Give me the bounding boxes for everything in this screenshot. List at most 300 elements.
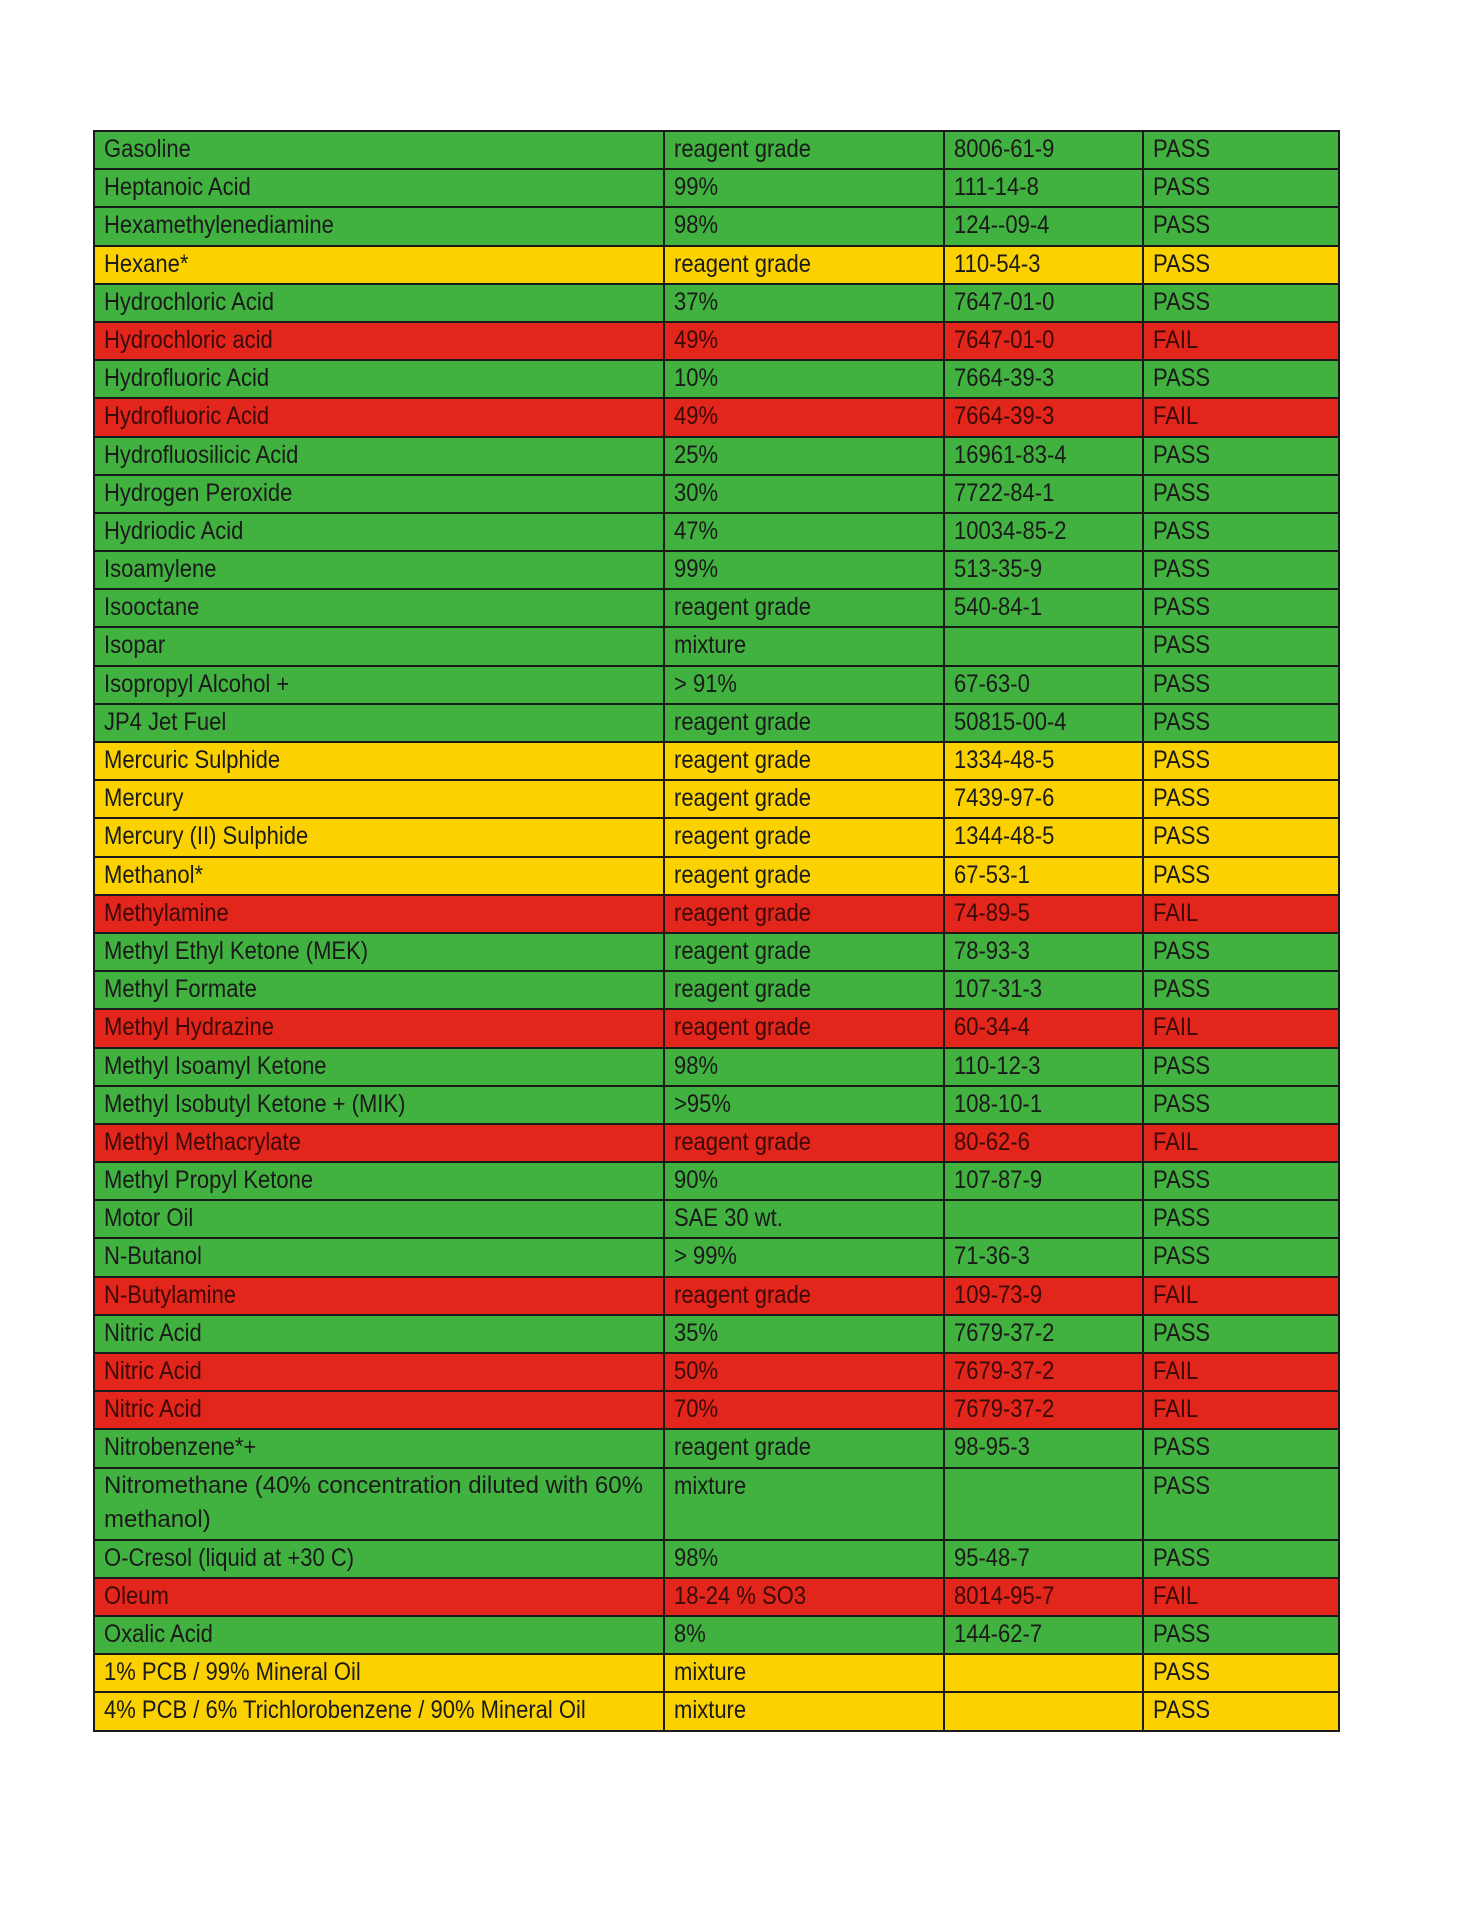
chemical-name-text: JP4 Jet Fuel (104, 707, 227, 736)
result-text: PASS (1153, 1543, 1211, 1572)
concentration-text: reagent grade (674, 822, 812, 851)
result-cell (1143, 246, 1339, 284)
concentration-cell (664, 780, 944, 818)
chemical-name-text: Methyl Hydrazine (104, 1013, 274, 1042)
concentration-text: reagent grade (674, 707, 812, 736)
chemical-name-cell (94, 1692, 664, 1730)
concentration-text: mixture (674, 1471, 747, 1500)
chemical-name-cell (94, 895, 664, 933)
concentration-text: reagent grade (674, 860, 812, 889)
result-cell (1143, 780, 1339, 818)
concentration-cell (664, 475, 944, 513)
concentration-cell (664, 1162, 944, 1200)
cas-number-cell (944, 513, 1143, 551)
chemical-name-text: Hydrochloric Acid (104, 287, 274, 316)
cas-number-cell (944, 1468, 1143, 1540)
concentration-cell (664, 895, 944, 933)
concentration-text: 70% (674, 1395, 719, 1424)
result-cell (1143, 1429, 1339, 1467)
result-text: PASS (1153, 1242, 1211, 1271)
cas-number-text: 7664-39-3 (954, 402, 1055, 431)
result-text: FAIL (1153, 1013, 1199, 1042)
chemical-name-text: Gasoline (104, 135, 191, 163)
chemical-name-text: Motor Oil (104, 1204, 194, 1233)
chemical-name-text: Methyl Ethyl Ketone (MEK) (104, 936, 369, 965)
chemical-name-text: Hydriodic Acid (104, 516, 244, 545)
cas-number-cell (944, 131, 1143, 169)
chemical-name-cell (94, 1009, 664, 1047)
concentration-cell (664, 437, 944, 475)
table-row (94, 1540, 1339, 1578)
cas-number-cell (944, 704, 1143, 742)
cas-number-cell (944, 1277, 1143, 1315)
cas-number-text: 7679-37-2 (954, 1357, 1055, 1385)
cas-number-text: 124--09-4 (954, 211, 1050, 240)
chemical-name-cell (94, 207, 664, 245)
cas-number-cell (944, 1238, 1143, 1276)
result-cell (1143, 818, 1339, 856)
result-text: PASS (1153, 746, 1211, 774)
chemical-name-cell (94, 627, 664, 665)
result-cell (1143, 895, 1339, 933)
table-row (94, 933, 1339, 971)
chemical-name-cell (94, 475, 664, 513)
cas-number-cell (944, 398, 1143, 436)
table-row (94, 627, 1339, 665)
concentration-text: SAE 30 wt. (674, 1204, 783, 1233)
concentration-cell (664, 742, 944, 780)
concentration-text: 98% (674, 1543, 719, 1572)
chemical-name-cell (94, 1277, 664, 1315)
result-text: PASS (1153, 1051, 1211, 1080)
chemical-name-text: Methyl Propyl Ketone (104, 1166, 314, 1195)
result-text: PASS (1153, 1166, 1211, 1195)
cas-number-text: 7647-01-0 (954, 325, 1055, 354)
table-row (94, 207, 1339, 245)
cas-number-text: 74-89-5 (954, 898, 1030, 927)
cas-number-cell (944, 666, 1143, 704)
chemical-name-text: Isopar (104, 631, 166, 660)
cas-number-cell (944, 818, 1143, 856)
cas-number-text: 98-95-3 (954, 1433, 1030, 1462)
cas-number-cell (944, 1086, 1143, 1124)
chemical-name-cell (94, 704, 664, 742)
chemical-name-text: Mercury (104, 784, 184, 813)
cas-number-text: 67-53-1 (954, 860, 1030, 889)
chemical-name-cell (94, 1048, 664, 1086)
cas-number-text: 67-63-0 (954, 669, 1030, 698)
cas-number-text: 7664-39-3 (954, 364, 1055, 393)
result-text: PASS (1153, 1619, 1211, 1648)
result-cell (1143, 666, 1339, 704)
cas-number-text: 110-54-3 (954, 249, 1041, 278)
result-cell (1143, 360, 1339, 398)
chemical-name-cell (94, 1391, 664, 1429)
concentration-text: 30% (674, 478, 719, 507)
cas-number-text: 110-12-3 (954, 1051, 1041, 1080)
cas-number-text: 8014-95-7 (954, 1581, 1055, 1610)
table-row (94, 1692, 1339, 1730)
table-body (94, 131, 1339, 1731)
cas-number-cell (944, 1200, 1143, 1238)
chemical-name-text: Oleum (104, 1581, 169, 1610)
result-cell (1143, 1009, 1339, 1047)
chemical-name-text: Hydrogen Peroxide (104, 478, 293, 507)
chemical-name-text: 4% PCB / 6% Trichlorobenzene / 90% Mineral Oil (104, 1696, 586, 1725)
concentration-cell (664, 360, 944, 398)
cas-number-text: 60-34-4 (954, 1013, 1030, 1042)
concentration-text: reagent grade (674, 975, 812, 1004)
result-cell (1143, 1391, 1339, 1429)
result-text: PASS (1153, 211, 1211, 240)
cas-number-text: 107-31-3 (954, 975, 1043, 1004)
result-cell (1143, 1238, 1339, 1276)
concentration-text: reagent grade (674, 135, 812, 163)
concentration-text: 99% (674, 173, 719, 202)
cas-number-cell (944, 322, 1143, 360)
result-cell (1143, 627, 1339, 665)
table-row (94, 1315, 1339, 1353)
result-cell (1143, 1468, 1339, 1540)
cas-number-cell (944, 895, 1143, 933)
cas-number-text: 7679-37-2 (954, 1395, 1055, 1424)
result-text: FAIL (1153, 1127, 1199, 1156)
result-cell (1143, 398, 1339, 436)
cas-number-text: 144-62-7 (954, 1619, 1043, 1648)
chemical-name-cell (94, 1578, 664, 1616)
cas-number-text: 16961-83-4 (954, 440, 1067, 469)
concentration-cell (664, 1353, 944, 1391)
concentration-cell (664, 1238, 944, 1276)
cas-number-text: 1344-48-5 (954, 822, 1055, 851)
chemical-name-text: Heptanoic Acid (104, 173, 251, 202)
cas-number-cell (944, 207, 1143, 245)
result-cell (1143, 1578, 1339, 1616)
concentration-cell (664, 1086, 944, 1124)
table-row (94, 1429, 1339, 1467)
concentration-text: reagent grade (674, 1127, 812, 1156)
concentration-cell (664, 1654, 944, 1692)
concentration-cell (664, 1540, 944, 1578)
concentration-cell (664, 1124, 944, 1162)
chemical-name-text: Hydrofluoric Acid (104, 364, 270, 393)
table-row (94, 1048, 1339, 1086)
concentration-text: 98% (674, 211, 719, 240)
table-row (94, 513, 1339, 551)
table-row (94, 1086, 1339, 1124)
cas-number-text: 80-62-6 (954, 1127, 1030, 1156)
concentration-text: mixture (674, 631, 747, 660)
result-text: FAIL (1153, 1357, 1199, 1385)
chemical-name-text: Isoamylene (104, 555, 217, 584)
concentration-text: reagent grade (674, 1013, 812, 1042)
cas-number-cell (944, 437, 1143, 475)
chemical-name-text: Methanol* (104, 860, 204, 889)
chemical-name-text: Methyl Formate (104, 975, 257, 1004)
result-cell (1143, 322, 1339, 360)
concentration-text: reagent grade (674, 1280, 812, 1309)
cas-number-text: 78-93-3 (954, 936, 1030, 965)
concentration-text: 90% (674, 1166, 719, 1195)
concentration-cell (664, 513, 944, 551)
result-text: PASS (1153, 860, 1211, 889)
chemical-name-cell (94, 1124, 664, 1162)
concentration-text: 18-24 % SO3 (674, 1581, 807, 1610)
result-cell (1143, 589, 1339, 627)
concentration-text: reagent grade (674, 784, 812, 813)
table-row (94, 131, 1339, 169)
cas-number-cell (944, 1692, 1143, 1730)
result-text: FAIL (1153, 1395, 1199, 1424)
chemical-name-text: Mercuric Sulphide (104, 746, 281, 774)
chemical-name-text: Nitric Acid (104, 1357, 202, 1385)
result-cell (1143, 1616, 1339, 1654)
concentration-text: > 91% (674, 669, 738, 698)
cas-number-text: 95-48-7 (954, 1543, 1030, 1572)
chemical-resistance-table (93, 130, 1340, 1732)
chemical-name-cell (94, 1200, 664, 1238)
cas-number-cell (944, 1578, 1143, 1616)
result-cell (1143, 933, 1339, 971)
concentration-cell (664, 1009, 944, 1047)
chemical-name-cell (94, 322, 664, 360)
table-row (94, 704, 1339, 742)
concentration-cell (664, 1429, 944, 1467)
concentration-text: 37% (674, 287, 719, 316)
concentration-text: mixture (674, 1658, 747, 1687)
cas-number-cell (944, 1429, 1143, 1467)
cas-number-cell (944, 360, 1143, 398)
table-row (94, 437, 1339, 475)
chemical-name-text: Mercury (II) Sulphide (104, 822, 309, 851)
result-cell (1143, 704, 1339, 742)
result-text: PASS (1153, 555, 1211, 584)
concentration-text: 25% (674, 440, 719, 469)
result-cell (1143, 475, 1339, 513)
cas-number-cell (944, 551, 1143, 589)
concentration-text: reagent grade (674, 249, 812, 278)
concentration-text: 49% (674, 325, 719, 354)
cas-number-text: 7439-97-6 (954, 784, 1055, 813)
cas-number-cell (944, 1048, 1143, 1086)
cas-number-text: 109-73-9 (954, 1280, 1043, 1309)
result-text: PASS (1153, 440, 1211, 469)
result-text: PASS (1153, 1433, 1211, 1462)
cas-number-cell (944, 475, 1143, 513)
result-cell (1143, 1654, 1339, 1692)
table-row (94, 1162, 1339, 1200)
result-cell (1143, 207, 1339, 245)
cas-number-text: 8006-61-9 (954, 135, 1055, 163)
result-cell (1143, 169, 1339, 207)
chemical-name-text: O-Cresol (liquid at +30 C) (104, 1543, 355, 1572)
concentration-text: reagent grade (674, 593, 812, 622)
chemical-name-cell (94, 1086, 664, 1124)
chemical-name-cell (94, 1353, 664, 1391)
table-row (94, 360, 1339, 398)
cas-number-text: 1334-48-5 (954, 746, 1055, 774)
table-row (94, 1238, 1339, 1276)
concentration-cell (664, 666, 944, 704)
concentration-cell (664, 971, 944, 1009)
result-cell (1143, 551, 1339, 589)
chemical-name-text: Nitric Acid (104, 1395, 202, 1424)
chemical-name-text: Methyl Isobutyl Ketone + (MIK) (104, 1089, 406, 1118)
chemical-name-text: 1% PCB / 99% Mineral Oil (104, 1658, 361, 1687)
concentration-text: 10% (674, 364, 719, 393)
concentration-text: reagent grade (674, 1433, 812, 1462)
cas-number-cell (944, 1315, 1143, 1353)
cas-number-cell (944, 1391, 1143, 1429)
result-text: PASS (1153, 822, 1211, 851)
table-row (94, 475, 1339, 513)
chemical-name-cell (94, 360, 664, 398)
result-text: PASS (1153, 669, 1211, 698)
chemical-name-cell (94, 589, 664, 627)
result-cell (1143, 1277, 1339, 1315)
table-row (94, 1200, 1339, 1238)
table-row (94, 818, 1339, 856)
concentration-cell (664, 322, 944, 360)
concentration-text: reagent grade (674, 898, 812, 927)
table-row (94, 246, 1339, 284)
cas-number-text: 50815-00-4 (954, 707, 1067, 736)
concentration-text: mixture (674, 1696, 747, 1725)
chemical-name-text: Nitromethane (40% concentration diluted with 60% methanol) (104, 1471, 643, 1533)
table-row (94, 284, 1339, 322)
chemical-name-cell (94, 437, 664, 475)
concentration-text: 47% (674, 516, 719, 545)
result-cell (1143, 1692, 1339, 1730)
chemical-name-text: Hexamethylenediamine (104, 211, 334, 240)
table-row (94, 1654, 1339, 1692)
result-text: FAIL (1153, 1280, 1199, 1309)
concentration-cell (664, 246, 944, 284)
concentration-cell (664, 284, 944, 322)
concentration-cell (664, 818, 944, 856)
result-cell (1143, 1048, 1339, 1086)
result-text: PASS (1153, 249, 1211, 278)
chemical-name-text: N-Butylamine (104, 1280, 237, 1309)
result-text: PASS (1153, 173, 1211, 202)
table-row (94, 1353, 1339, 1391)
chemical-name-text: Methyl Isoamyl Ketone (104, 1051, 327, 1080)
cas-number-cell (944, 857, 1143, 895)
result-text: PASS (1153, 936, 1211, 965)
table-row (94, 1468, 1339, 1540)
table-row (94, 1578, 1339, 1616)
concentration-cell (664, 1616, 944, 1654)
cas-number-cell (944, 742, 1143, 780)
cas-number-text: 107-87-9 (954, 1166, 1043, 1195)
table-row (94, 1391, 1339, 1429)
chemical-name-text: N-Butanol (104, 1242, 202, 1271)
chemical-name-cell (94, 818, 664, 856)
chemical-name-cell (94, 1162, 664, 1200)
chemical-name-cell (94, 398, 664, 436)
chemical-name-cell (94, 551, 664, 589)
chemical-name-cell (94, 1468, 664, 1540)
concentration-cell (664, 1468, 944, 1540)
chemical-name-cell (94, 742, 664, 780)
cas-number-text: 7722-84-1 (954, 478, 1055, 507)
table-row (94, 1009, 1339, 1047)
cas-number-cell (944, 971, 1143, 1009)
result-text: FAIL (1153, 1581, 1199, 1610)
concentration-text: 98% (674, 1051, 719, 1080)
concentration-cell (664, 1277, 944, 1315)
concentration-cell (664, 857, 944, 895)
result-cell (1143, 1315, 1339, 1353)
table-row (94, 1616, 1339, 1654)
chemical-name-cell (94, 933, 664, 971)
chemical-name-text: Hydrofluosilicic Acid (104, 440, 299, 469)
result-text: PASS (1153, 1089, 1211, 1118)
table-row (94, 551, 1339, 589)
chemical-name-cell (94, 666, 664, 704)
cas-number-text: 108-10-1 (954, 1089, 1043, 1118)
result-text: FAIL (1153, 325, 1199, 354)
concentration-cell (664, 627, 944, 665)
table-row (94, 589, 1339, 627)
result-cell (1143, 1162, 1339, 1200)
cas-number-text: 10034-85-2 (954, 516, 1067, 545)
concentration-text: 50% (674, 1357, 719, 1385)
table-row (94, 169, 1339, 207)
result-cell (1143, 513, 1339, 551)
result-cell (1143, 1200, 1339, 1238)
result-text: PASS (1153, 364, 1211, 393)
chemical-name-text: Oxalic Acid (104, 1619, 213, 1648)
table-row (94, 1277, 1339, 1315)
chemical-name-text: Nitrobenzene*+ (104, 1433, 257, 1462)
cas-number-text: 7679-37-2 (954, 1318, 1055, 1347)
cas-number-cell (944, 933, 1143, 971)
table-row (94, 895, 1339, 933)
table-row (94, 322, 1339, 360)
chemical-name-cell (94, 780, 664, 818)
concentration-text: 8% (674, 1619, 706, 1648)
cas-number-cell (944, 1353, 1143, 1391)
concentration-text: >95% (674, 1089, 731, 1118)
chemical-name-cell (94, 1315, 664, 1353)
result-text: PASS (1153, 516, 1211, 545)
cas-number-cell (944, 1009, 1143, 1047)
concentration-text: 35% (674, 1318, 719, 1347)
concentration-cell (664, 704, 944, 742)
table-row (94, 857, 1339, 895)
result-text: PASS (1153, 287, 1211, 316)
chemical-name-cell (94, 1429, 664, 1467)
table-row (94, 780, 1339, 818)
result-text: PASS (1153, 631, 1211, 660)
concentration-cell (664, 933, 944, 971)
chemical-name-cell (94, 1540, 664, 1578)
chemical-name-cell (94, 1616, 664, 1654)
result-cell (1143, 1540, 1339, 1578)
table-row (94, 666, 1339, 704)
cas-number-cell (944, 589, 1143, 627)
result-cell (1143, 857, 1339, 895)
concentration-cell (664, 1048, 944, 1086)
result-cell (1143, 971, 1339, 1009)
concentration-cell (664, 1315, 944, 1353)
concentration-cell (664, 589, 944, 627)
chemical-name-cell (94, 857, 664, 895)
chemical-name-cell (94, 1238, 664, 1276)
concentration-text: 99% (674, 555, 719, 584)
cas-number-cell (944, 284, 1143, 322)
